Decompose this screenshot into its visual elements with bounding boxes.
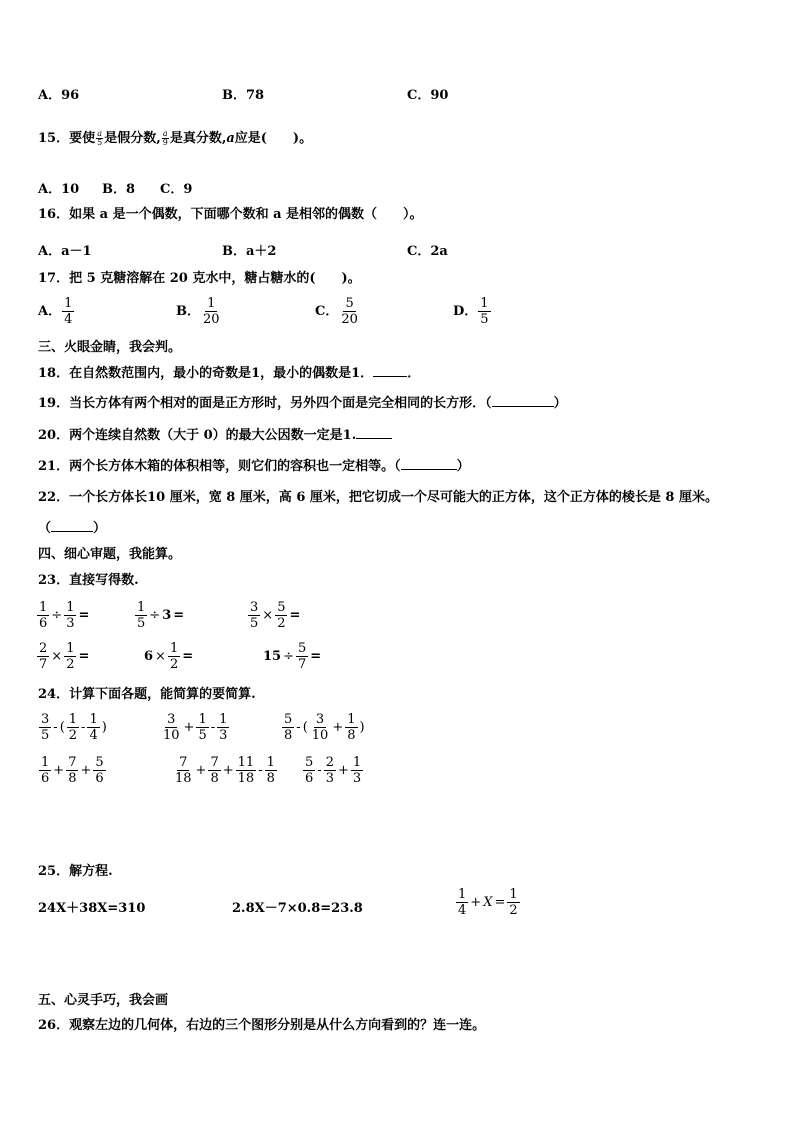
q24-expr-1: $\frac{3}{5}$ - ( $\frac{1}{2}$ - $\frac{1}{4}$ ) <box>41 712 107 743</box>
q19-answer-blank[interactable] <box>492 406 554 407</box>
question-22: 22．一个长方体长10 厘米，宽 8 厘米，高 6 厘米，把它切成一个尽可能大的正方体，这个正方体的棱长是 8 厘米。 <box>38 490 718 505</box>
q16-option-c: C．2a <box>407 244 448 259</box>
q23-expr-2: $\frac{1}{5}$ ÷ 3 = <box>137 600 185 631</box>
question-26: 26．观察左边的几何体，右边的三个图形分别是从什么方向看到的？连一连。 <box>38 1018 486 1033</box>
question-19: 19．当长方体有两个相对的面是正方形时，另外四个面是完全相同的长方形．（ ） <box>38 396 567 411</box>
q16-option-a: A．a－1 <box>38 244 92 259</box>
q23-expr-1: $\frac{1}{6}$ ÷ $\frac{1}{3}$ = <box>39 600 90 631</box>
q24-expr-5: $\frac{7}{18}$ + $\frac{7}{8}$ + $\frac{11}{18}$ - $\frac{1}{8}$ <box>175 755 275 786</box>
section-4-heading: 四、细心审题，我能算。 <box>38 547 182 562</box>
q17-option-b: B． $\frac{1}{20}$ <box>176 296 220 327</box>
q15-number: 15．要使 <box>38 131 96 146</box>
q15-option-c: C．9 <box>160 182 193 197</box>
q23-expr-6: 15 ÷ $\frac{5}{7}$ = <box>263 641 322 672</box>
q17-option-d: D． $\frac{1}{5}$ <box>453 296 489 327</box>
q14-option-c: C．90 <box>407 88 449 103</box>
q15-variable: a <box>226 131 235 146</box>
q14-option-a: A．96 <box>38 88 80 103</box>
q15-fraction-1: $\frac{a}{5}$ <box>97 129 103 147</box>
q23-expr-5: 6 × $\frac{1}{2}$ = <box>144 641 194 672</box>
question-23: 23．直接写得数. <box>38 573 139 588</box>
section-5-heading: 五、心灵手巧，我会画 <box>38 993 169 1008</box>
q24-expr-4: $\frac{1}{6}$ + $\frac{7}{8}$ + $\frac{5}{6}$ <box>41 755 104 786</box>
q22-answer: （ ） <box>38 521 107 536</box>
q17-option-a: A． $\frac{1}{4}$ <box>38 296 73 327</box>
section-3-heading: 三、火眼金睛，我会判。 <box>38 340 182 355</box>
question-18: 18．在自然数范围内，最小的奇数是1，最小的偶数是1． ． <box>38 366 421 381</box>
q15-option-a: A．10 <box>38 182 80 197</box>
q18-answer-blank[interactable] <box>373 376 407 377</box>
q25-equation-3: $\frac{1}{4}$ + X = $\frac{1}{2}$ <box>458 887 518 918</box>
q24-expr-6: $\frac{5}{6}$ - $\frac{2}{3}$ + $\frac{1}{3}$ <box>305 755 362 786</box>
q22-answer-blank[interactable] <box>51 531 93 532</box>
q24-expr-2: $\frac{3}{10}$ + $\frac{1}{5}$ - $\frac{1}{3}$ <box>163 712 228 743</box>
question-20: 20．两个连续自然数（大于 0）的最大公因数一定是1. <box>38 428 392 444</box>
q14-option-b: B．78 <box>222 88 265 103</box>
q21-answer-blank[interactable] <box>401 469 457 470</box>
q15-tail: 是真分数, <box>169 131 227 146</box>
q23-expr-4: $\frac{2}{7}$ × $\frac{1}{2}$ = <box>39 641 90 672</box>
q16-option-b: B．a＋2 <box>222 244 277 259</box>
question-17: 17．把 5 克糖溶解在 20 克水中，糖占糖水的( )。 <box>38 271 361 286</box>
question-15 <box>38 130 312 147</box>
q25-equation-2: 2.8X－7×0.8=23.8 <box>232 901 363 916</box>
q15-option-b: B．8 <box>102 182 136 197</box>
question-21: 21．两个长方体木箱的体积相等，则它们的容积也一定相等。（ ） <box>38 459 470 474</box>
q15-mid: 是假分数, <box>104 131 161 146</box>
q25-equation-1: 24X＋38X=310 <box>38 901 146 916</box>
question-16: 16．如果 a 是一个偶数，下面哪个数和 a 是相邻的偶数（ ）。 <box>38 207 423 222</box>
question-25: 25．解方程. <box>38 864 113 879</box>
q23-expr-3: $\frac{3}{5}$ × $\frac{5}{2}$ = <box>250 600 301 631</box>
q24-expr-3: $\frac{5}{8}$ - ( $\frac{3}{10}$ + $\frac{1}{8}$ ) <box>284 712 365 743</box>
q15-fraction-2: $\frac{a}{9}$ <box>162 129 168 147</box>
q20-answer-blank[interactable] <box>356 438 392 439</box>
question-24: 24．计算下面各题，能简算的要简算. <box>38 687 256 702</box>
q17-option-c: C． $\frac{5}{20}$ <box>315 296 358 327</box>
q15-tail-2: 应是( )。 <box>234 131 313 146</box>
